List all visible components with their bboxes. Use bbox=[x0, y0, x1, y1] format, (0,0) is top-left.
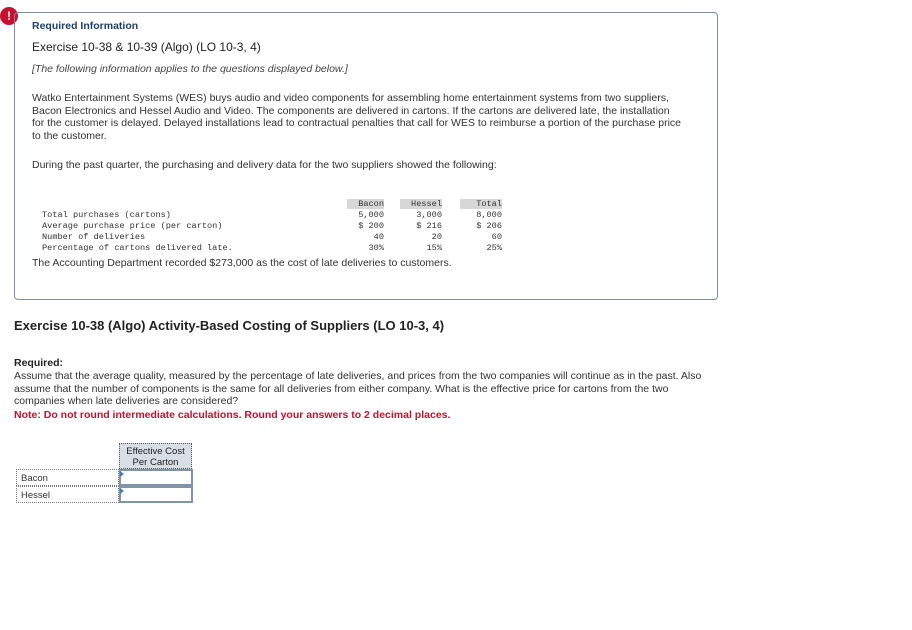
input-marker-icon bbox=[120, 471, 124, 477]
scenario-paragraph: Watko Entertainment Systems (WES) buys audio and video components for assembling home entertainment systems from two suppliers, Bacon Electronics and Hessel Audio and Video. The components are delivered in cartons. If the cartons are delivered late, the installation for the customer is delayed. Delayed installations lead to contractual penalties that call for WES to reimburse a portion of the purchase price to the customer. bbox=[32, 92, 682, 142]
rounding-note: Note: Do not round intermediate calculations. Round your answers to 2 decimal places. bbox=[14, 409, 451, 421]
row-label: Percentage of cartons delivered late. bbox=[42, 243, 233, 253]
cell-value: $ 206 bbox=[476, 221, 502, 231]
cell-value: $ 200 bbox=[358, 221, 384, 231]
cell-value: 25% bbox=[486, 243, 502, 253]
column-header-bacon: Bacon bbox=[347, 199, 384, 209]
bacon-row-label: Bacon bbox=[16, 469, 119, 486]
cell-value: 20 bbox=[431, 232, 442, 242]
effective-cost-header: Effective Cost Per Carton bbox=[119, 443, 192, 469]
accounting-paragraph: The Accounting Department recorded $273,000 as the cost of late deliveries to customers. bbox=[32, 257, 452, 269]
hessel-row-label: Hessel bbox=[16, 486, 119, 503]
row-label: Total purchases (cartons) bbox=[42, 210, 171, 220]
applies-note: [The following information applies to the questions displayed below.] bbox=[32, 63, 348, 75]
cell-value: 8,000 bbox=[476, 210, 502, 220]
required-label: Required: bbox=[14, 357, 64, 369]
cell-value: $ 216 bbox=[416, 221, 442, 231]
alert-icon: ! bbox=[0, 7, 18, 25]
column-header-hessel: Hessel bbox=[400, 199, 442, 209]
bacon-effective-cost-input[interactable] bbox=[119, 469, 193, 486]
row-label: Average purchase price (per carton) bbox=[42, 221, 223, 231]
column-header-total: Total bbox=[460, 199, 502, 209]
cell-value: 30% bbox=[368, 243, 384, 253]
cell-value: 60 bbox=[491, 232, 502, 242]
cell-value: 3,000 bbox=[416, 210, 442, 220]
required-text: Assume that the average quality, measured by the percentage of late deliveries, and prices from the two companies will continue as in the past. Also assume that the number of components is the same for all deliveries from either company. What is the effective price for cartons from the two companies when late deliveries are considered? bbox=[14, 370, 702, 407]
info-heading: Required Information bbox=[32, 20, 139, 32]
section-title: Exercise 10-38 (Algo) Activity-Based Costing of Suppliers (LO 10-3, 4) bbox=[14, 318, 445, 333]
exercise-title: Exercise 10-38 & 10-39 (Algo) (LO 10-3, 4) bbox=[32, 40, 261, 54]
row-label: Number of deliveries bbox=[42, 232, 146, 242]
cell-value: 15% bbox=[426, 243, 442, 253]
cell-value: 5,000 bbox=[358, 210, 384, 220]
data-intro-paragraph: During the past quarter, the purchasing and delivery data for the two suppliers showed the following: bbox=[32, 159, 497, 171]
input-marker-icon bbox=[120, 488, 124, 494]
hessel-effective-cost-input[interactable] bbox=[119, 486, 193, 503]
cell-value: 40 bbox=[373, 232, 384, 242]
